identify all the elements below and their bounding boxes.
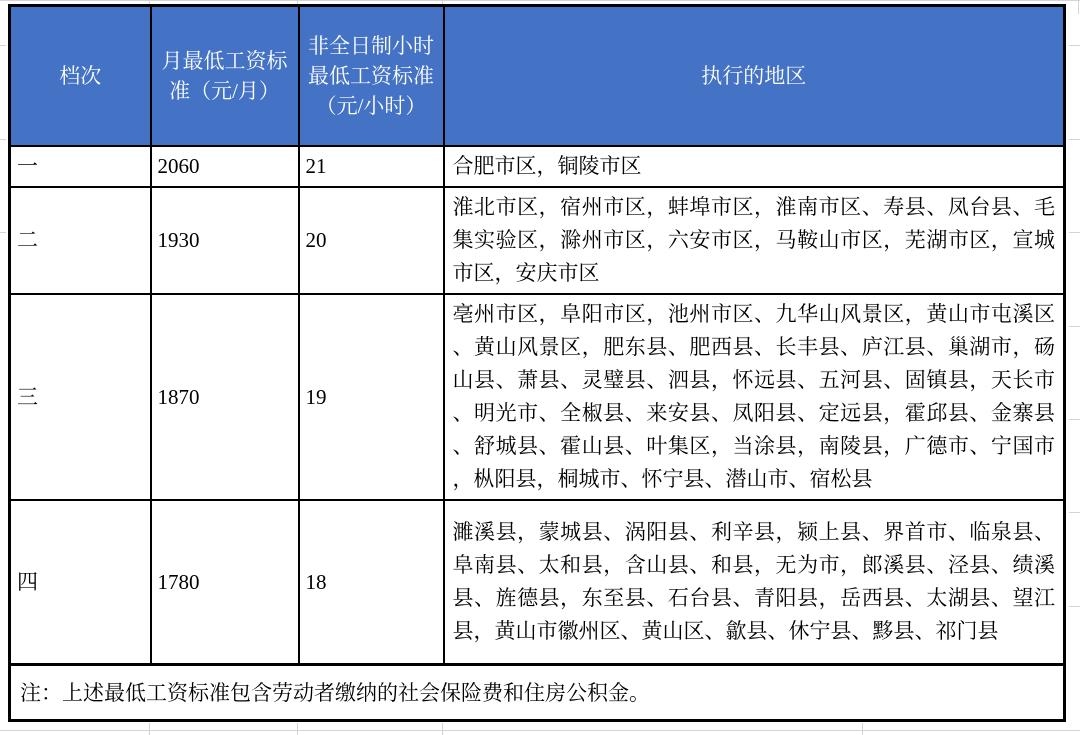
monthly-wage-cell: 2060 <box>151 146 299 187</box>
sheet-gridline <box>1069 232 1080 233</box>
monthly-wage-cell: 1870 <box>151 294 299 500</box>
hourly-wage-cell: 18 <box>299 500 444 665</box>
sheet-gridline <box>149 723 150 735</box>
header-cell-tier: 档次 <box>10 6 151 146</box>
tier-cell: 二 <box>10 187 151 294</box>
sheet-gridline <box>1069 45 1080 46</box>
table-row <box>10 187 1065 294</box>
sheet-gridline <box>0 730 1080 731</box>
sheet-gridline <box>0 0 1080 1</box>
sheet-gridline <box>0 232 6 233</box>
sheet-gridline <box>862 723 863 735</box>
tier-cell: 三 <box>10 294 151 500</box>
table-header-row <box>10 6 1065 146</box>
monthly-wage-cell: 1930 <box>151 187 299 294</box>
sheet-gridline <box>1069 326 1080 327</box>
regions-cell: 亳州市区，阜阳市区，池州市区、九华山风景区，黄山市屯溪区、黄山风景区，肥东县、肥西县、长丰县、庐江县、巢湖市，砀山县、萧县、灵璧县、泗县，怀远县、五河县、固镇县，天长市、明光市、全椒县、来安县、凤阳县、定远县，霍邱县、金寨县、舒城县、霍山县、叶集区，当涂县，南陵县，广德市、宁国市，枞阳县，桐城市、怀宁县、潜山市、宿松县 <box>444 294 1065 500</box>
hourly-wage-cell: 19 <box>299 294 444 500</box>
header-cell-hourly-wage: 非全日制小时最低工资标准（元/小时） <box>299 6 444 146</box>
sheet-gridline <box>297 723 298 735</box>
note-row <box>10 665 1065 721</box>
sheet-gridline <box>0 139 6 140</box>
regions-cell: 淮北市区，宿州市区，蚌埠市区，淮南市区、寿县、凤台县、毛集实验区，滁州市区，六安市区，马鞍山市区，芜湖市区，宣城市区，安庆市区 <box>444 187 1065 294</box>
tier-cell: 四 <box>10 500 151 665</box>
sheet-gridline <box>1069 512 1080 513</box>
hourly-wage-cell: 20 <box>299 187 444 294</box>
regions-cell: 合肥市区，铜陵市区 <box>444 146 1065 187</box>
sheet-gridline <box>1069 419 1080 420</box>
header-cell-regions: 执行的地区 <box>444 6 1065 146</box>
table-row <box>10 500 1065 665</box>
regions-cell: 濉溪县，蒙城县、涡阳县、利辛县，颍上县、界首市、临泉县、阜南县、太和县，含山县、和县，无为市，郎溪县、泾县、绩溪县、旌德县，东至县、石台县、青阳县，岳西县、太湖县、望江县，黄山市徽州区、黄山区、歙县、休宁县、黟县、祁门县 <box>444 500 1065 665</box>
sheet-gridline <box>1069 606 1080 607</box>
header-cell-monthly-wage: 月最低工资标准（元/月） <box>151 6 299 146</box>
sheet-gridline <box>0 45 6 46</box>
hourly-wage-cell: 21 <box>299 146 444 187</box>
sheet-gridline <box>442 723 443 735</box>
table-row <box>10 146 1065 187</box>
sheet-gridline <box>1078 0 1079 14</box>
note-text: 注：上述最低工资标准包含劳动者缴纳的社会保险费和住房公积金。 <box>10 665 1065 721</box>
table-row <box>10 294 1065 500</box>
minimum-wage-table <box>8 4 1066 722</box>
tier-cell: 一 <box>10 146 151 187</box>
monthly-wage-cell: 1780 <box>151 500 299 665</box>
sheet-gridline <box>1069 139 1080 140</box>
